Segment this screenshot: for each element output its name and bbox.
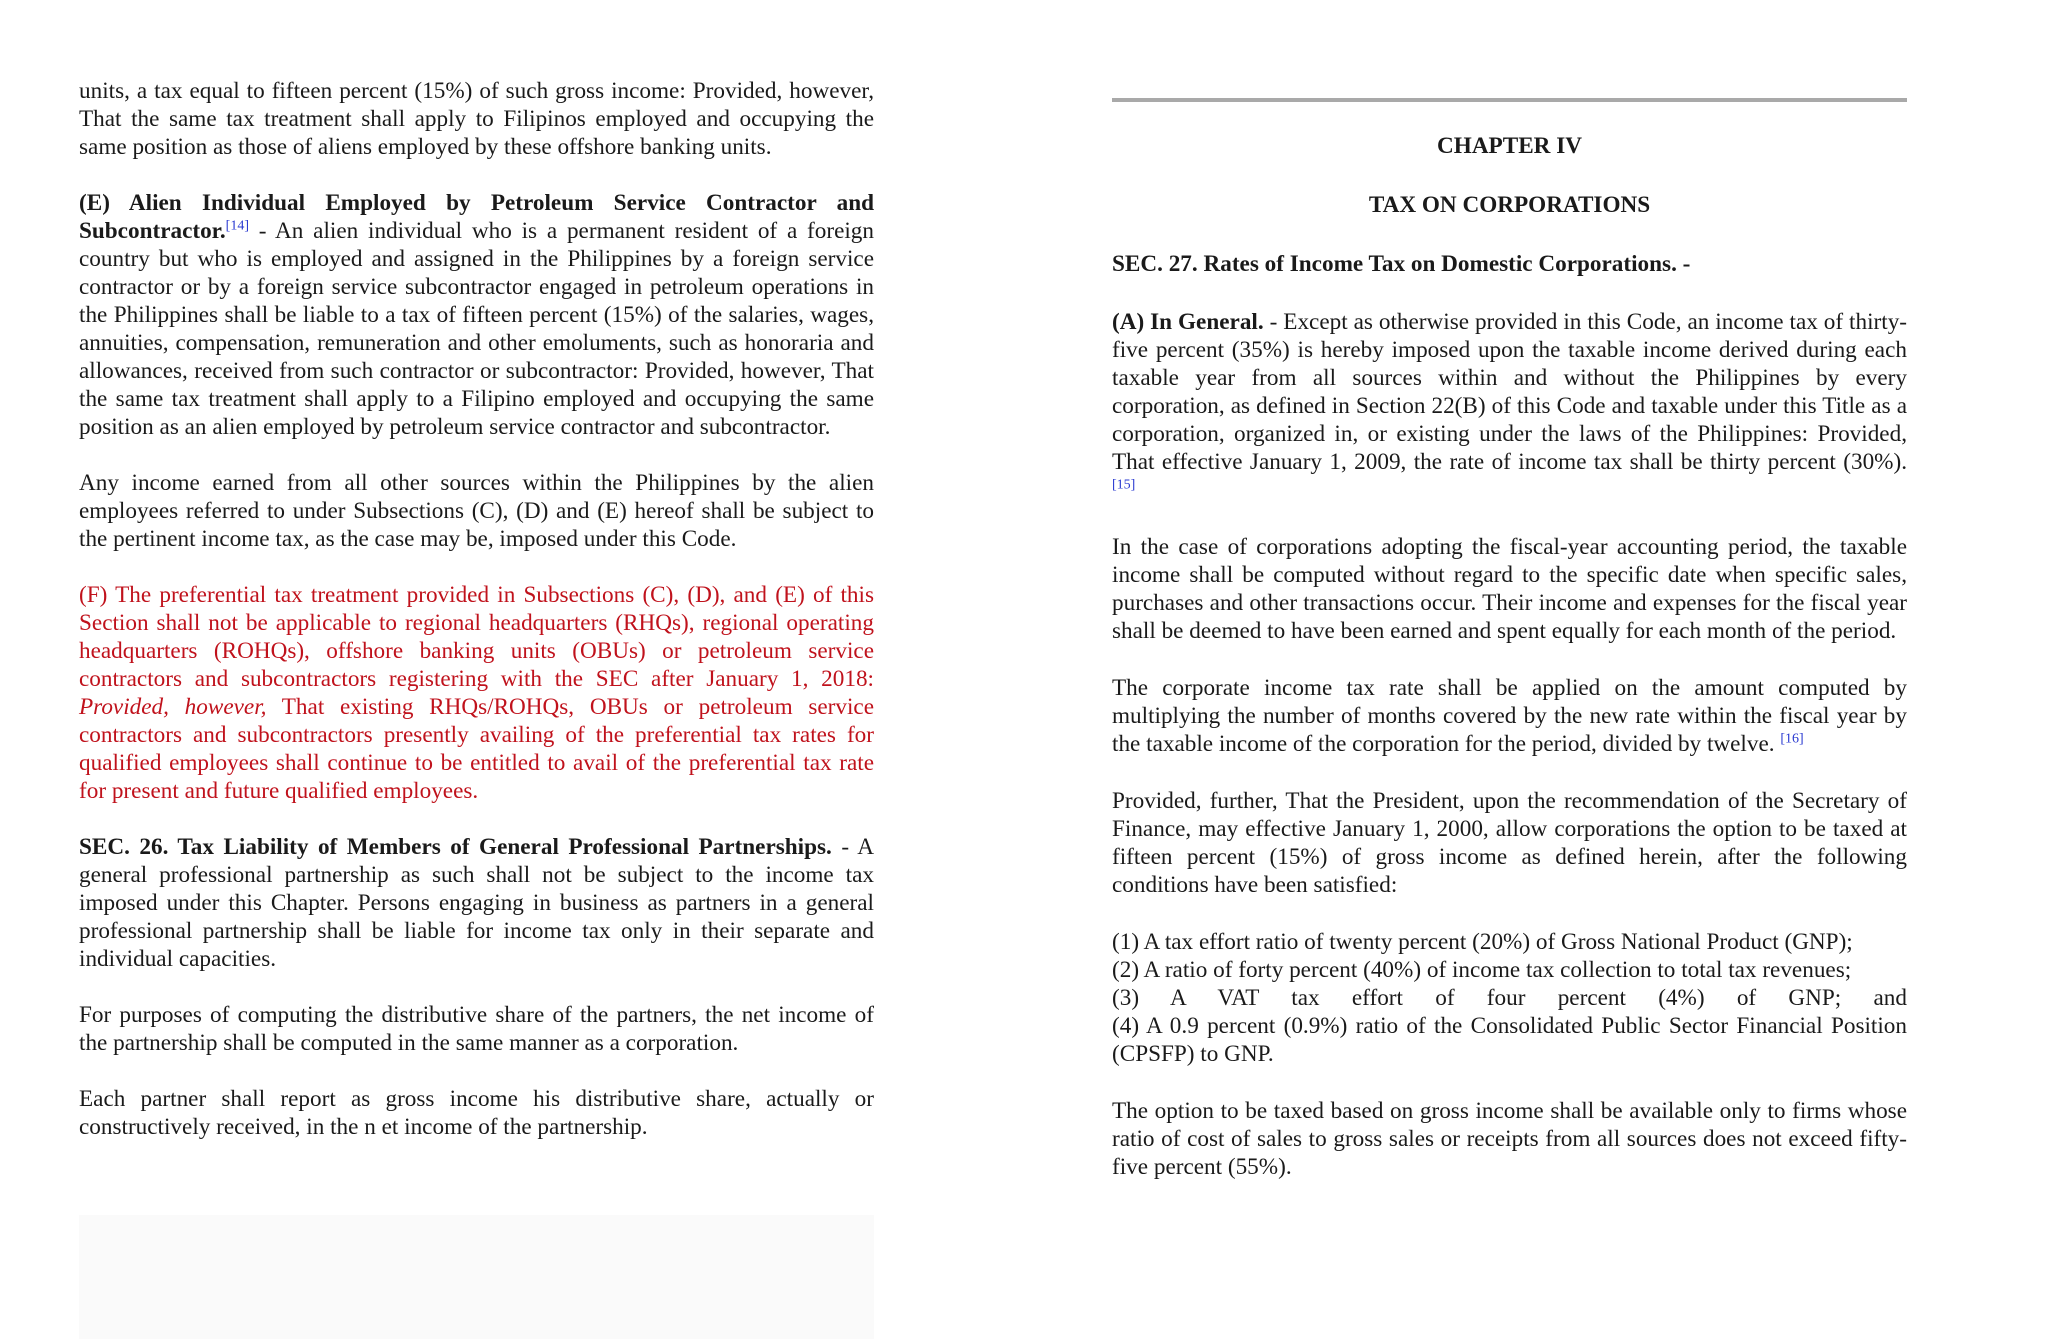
subsection-e — [79, 189, 874, 441]
subsection-a-heading: (A) In General. — [1112, 309, 1264, 335]
footnote-link-15[interactable]: [15] — [1112, 477, 1136, 493]
footnote-link-14[interactable]: [14] — [225, 218, 249, 234]
paragraph-offshore-banking: units, a tax equal to fifteen percent (15%) of such gross income: Provided, however, That the same tax treatment shall apply to Filipinos employed and occupying the same position as those of aliens employed by these offshore banking units. — [79, 78, 874, 160]
footnote-link-16[interactable]: [16] — [1780, 731, 1804, 747]
condition-1: (1) A tax effort ratio of twenty percent (20%) of Gross National Product (GNP); — [1112, 929, 1853, 955]
chapter-divider — [1112, 98, 1907, 102]
section-26-body: - A general professional partnership as such shall not be subject to the income tax imposed under this Chapter. Persons engaging in business as partners in a general professional partnership shall be liable for income tax only in their separate and individual capacities. — [79, 834, 874, 972]
subsection-e-heading: (E) Alien Individual Employed by Petroleum Service Contractor and Subcontractor. — [79, 190, 874, 244]
condition-2: (2) A ratio of forty percent (40%) of income tax collection to total tax revenues; — [1112, 957, 1852, 983]
paragraph-rate-computation — [1112, 674, 1907, 758]
chapter-title: TAX ON CORPORATIONS — [1368, 192, 1651, 218]
condition-3: (3) A VAT tax effort of four percent (4%) of GNP; and — [1112, 985, 1907, 1011]
subsection-f-text-b: That existing RHQs/ROHQs, OBUs or petroleum service contractors and subcontractors presently availing of the preferential tax rates for qualified employees shall continue to be entitled to avail of the preferential tax rate for present and future qualified employees. — [79, 694, 874, 804]
left-page — [79, 0, 874, 1169]
conditions-list — [1112, 928, 1907, 1068]
subsection-f-italic: Provided, however, — [79, 694, 267, 720]
subsection-f-amendment — [79, 581, 874, 805]
subsection-f-text-a: (F) The preferential tax treatment provided in Subsections (C), (D), and (E) of this Section shall not be applicable to regional headquarters (RHQs), regional operating headquarters (ROHQs), offshore banking units (OBUs) or petroleum service contractors and subcontractors registering with the SEC after January 1, 2018: — [79, 582, 874, 692]
section-26-heading: SEC. 26. Tax Liability of Members of General Professional Partnerships. — [79, 834, 832, 860]
paragraph-distributive-share: For purposes of computing the distributive share of the partners, the net income of the partnership shall be computed in the same manner as a corporation. — [79, 1002, 874, 1056]
paragraph-fiscal-year: In the case of corporations adopting the fiscal-year accounting period, the taxable income shall be computed without regard to the specific date when specific sales, purchases and other transactions occur. Their income and expenses for the fiscal year shall be deemed to have been earned and spent equally for each month of the period. — [1112, 534, 1907, 644]
section-27-heading: SEC. 27. Rates of Income Tax on Domestic Corporations. - — [1112, 251, 1691, 277]
rate-computation-text: The corporate income tax rate shall be applied on the amount computed by multiplying the number of months covered by the new rate within the fiscal year by the taxable income of the corporation for the period, divided by twelve. — [1112, 675, 1907, 757]
paragraph-gross-income-option: The option to be taxed based on gross income shall be available only to firms whose ratio of cost of sales to gross sales or receipts from all sources does not exceed fifty-five percent (55%). — [1112, 1098, 1907, 1180]
paragraph-president-option: Provided, further, That the President, upon the recommendation of the Secretary of Finance, may effective January 1, 2000, allow corporations the option to be taxed at fifteen percent (15%) of gross income as defined herein, after the following conditions have been satisfied: — [1112, 788, 1907, 898]
paragraph-other-income: Any income earned from all other sources within the Philippines by the alien employees referred to under Subsections (C), (D) and (E) hereof shall be subject to the pertinent income tax, as the case may be, imposed under this Code. — [79, 470, 874, 552]
section-26 — [79, 833, 874, 973]
right-page — [1112, 0, 1907, 1210]
condition-4: (4) A 0.9 percent (0.9%) ratio of the Consolidated Public Sector Financial Position (CPSFP) to GNP. — [1112, 1013, 1907, 1067]
subsection-a-body: - Except as otherwise provided in this Code, an income tax of thirty-five percent (35%) is hereby imposed upon the taxable income derived during each taxable year from all sources within and without the Philippines by every corporation, as defined in Section 22(B) of this Code and taxable under this Title as a corporation, organized in, or existing under the laws of the Philippines: Provided, That effective January 1, 2009, the rate of income tax shall be thirty percent (30%). — [1112, 309, 1908, 475]
subsection-a-general — [1112, 308, 1907, 504]
paragraph-partner-report: Each partner shall report as gross income his distributive share, actually or constructively received, in the n et income of the partnership. — [79, 1086, 874, 1140]
chapter-number: CHAPTER IV — [1437, 133, 1582, 159]
subsection-e-body: - An alien individual who is a permanent resident of a foreign country but who is employed and assigned in the Philippines by a foreign service contractor or by a foreign service subcontractor engaged in petroleum operations in the Philippines shall be liable to a tax of fifteen percent (15%) of the salaries, wages, annuities, compensation, remuneration and other emoluments, such as honoraria and allowances, received from such contractor or subcontractor: Provided, however, That the same tax treatment shall apply to a Filipino employed and occupying the same position as an alien employed by petroleum service contractor and subcontractor. — [79, 218, 874, 440]
